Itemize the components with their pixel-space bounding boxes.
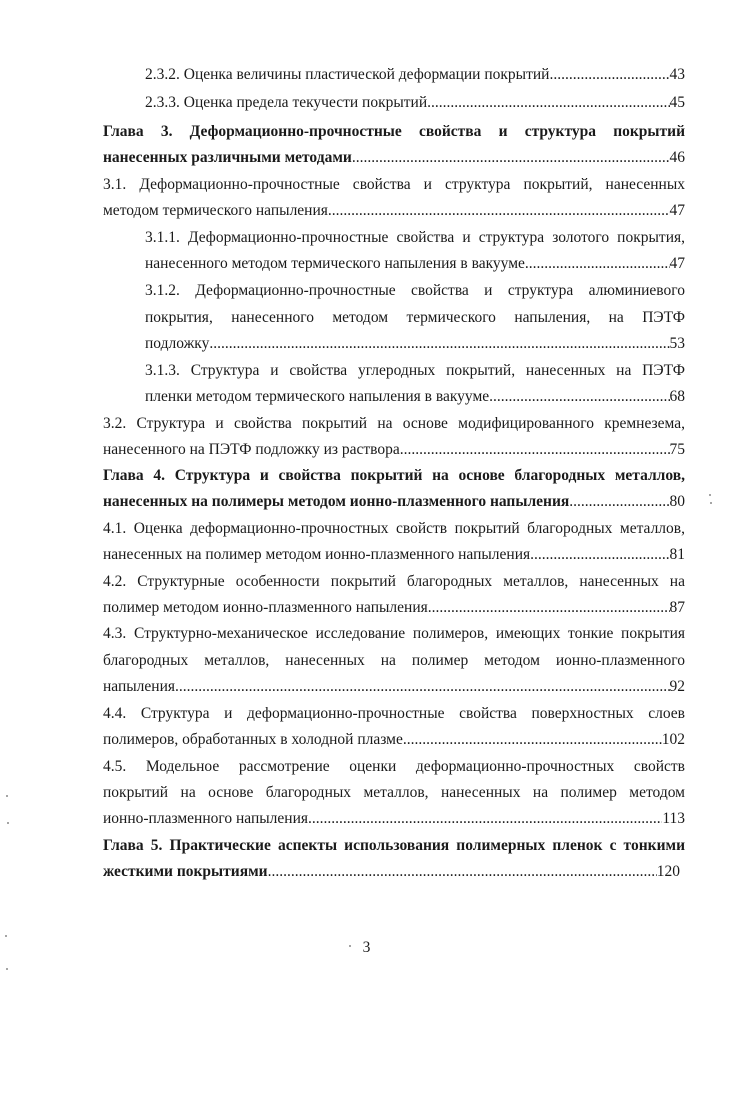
toc-chapter-3-line2[interactable] [103, 147, 685, 169]
toc-entry-3-1-line1[interactable]: 3.1. Деформационно-прочностные свойства и структура покрытий, нанесенных [103, 176, 685, 193]
toc-entry-4-3-line2[interactable]: благородных металлов, нанесенных на полимер методом ионно-плазменного [103, 652, 685, 669]
toc-entry-text: методом термического напыления [103, 202, 328, 219]
toc-page-number: 102 [661, 731, 685, 748]
toc-entry-text: напыления [103, 678, 176, 695]
toc-page-number: 43 [669, 66, 685, 83]
toc-entry-4-5-line3[interactable] [103, 808, 685, 830]
scan-speck [709, 494, 711, 496]
toc-leader-dots [268, 861, 657, 883]
toc-entry-3-1-3-line2[interactable] [145, 386, 685, 408]
toc-page-number: 68 [669, 388, 685, 405]
scan-speck [6, 795, 8, 797]
toc-entry-4-2-line2[interactable] [103, 597, 685, 619]
toc-leader-dots [403, 729, 662, 751]
toc-entry-text: подложку [145, 335, 210, 352]
toc-entry-4-3-line1[interactable]: 4.3. Структурно-механическое исследование полимеров, имеющих тонкие покрытия [103, 625, 685, 642]
toc-chapter-5-line2[interactable] [103, 861, 680, 883]
toc-entry-4-1-line2[interactable] [103, 544, 685, 566]
toc-entry-3-2-line1[interactable]: 3.2. Структура и свойства покрытий на основе модифицированного кремнезема, [103, 415, 685, 432]
toc-entry-3-1-2-line2[interactable]: покрытия, нанесенного методом термического напыления, на ПЭТФ [145, 309, 685, 326]
page-number: 3 [362, 939, 371, 956]
toc-chapter-4-line1[interactable]: Глава 4. Структура и свойства покрытий на основе благородных металлов, [103, 467, 685, 484]
scan-speck [710, 502, 712, 504]
toc-entry-3-1-3-line1[interactable]: 3.1.3. Структура и свойства углеродных покрытий, нанесенных на ПЭТФ [145, 362, 685, 379]
toc-entry-4-1-line1[interactable]: 4.1. Оценка деформационно-прочностных свойств покрытий благородных металлов, [103, 520, 685, 537]
toc-page-number: 87 [669, 599, 685, 616]
toc-page-number: 120 [656, 863, 680, 880]
toc-entry-text: нанесенных на полимер методом ионно-плазменного напыления [103, 546, 531, 563]
toc-page-number: 47 [669, 255, 685, 272]
toc-entry-4-5-line1[interactable]: 4.5. Модельное рассмотрение оценки деформационно-прочностных свойств [103, 758, 685, 775]
toc-entry-3-1-2-line1[interactable]: 3.1.2. Деформационно-прочностные свойства и структура алюминиевого [145, 282, 685, 299]
toc-leader-dots [209, 333, 669, 355]
toc-leader-dots [352, 147, 670, 169]
toc-page-number: 81 [669, 546, 685, 563]
toc-page-number: 47 [669, 202, 685, 219]
toc-entry-text: 2.3.2. Оценка величины пластической деформации покрытий [145, 66, 550, 83]
toc-leader-dots [175, 676, 669, 698]
toc-page-number: 113 [662, 810, 685, 827]
toc-leader-dots [489, 386, 669, 408]
toc-entry-text: полимер методом ионно-плазменного напыления [103, 599, 428, 616]
toc-entry-3-1-1-line2[interactable] [145, 253, 685, 275]
toc-chapter-5-line1[interactable]: Глава 5. Практические аспекты использования полимерных пленок с тонкими [103, 837, 685, 854]
toc-entry-4-4-line2[interactable] [103, 729, 685, 751]
toc-leader-dots [428, 597, 670, 619]
toc-entry-text: нанесенного методом термического напыления в вакууме [145, 255, 525, 272]
toc-page-number: 92 [669, 678, 685, 695]
toc-entry-4-5-line2[interactable]: покрытий на основе благородных металлов, нанесенных на полимер методом [103, 784, 685, 801]
toc-entry-3-1-2-line3[interactable] [145, 333, 685, 355]
toc-entry-text: пленки методом термического напыления в вакууме [145, 388, 490, 405]
toc-leader-dots [427, 92, 669, 114]
scan-speck [6, 968, 8, 970]
toc-entry-3-2-line2[interactable] [103, 439, 685, 461]
toc-entry-text: жесткими покрытиями [103, 863, 268, 880]
scan-speck [349, 945, 351, 947]
scan-speck [7, 822, 9, 824]
toc-entry-text: ионно-плазменного напыления [103, 810, 308, 827]
scan-speck [5, 935, 7, 937]
toc-leader-dots [569, 491, 669, 513]
toc-entry-4-3-line3[interactable] [103, 676, 685, 698]
toc-entry-text: нанесенного на ПЭТФ подложку из раствора [103, 441, 400, 458]
toc-entry-4-4-line1[interactable]: 4.4. Структура и деформационно-прочностные свойства поверхностных слоев [103, 705, 685, 722]
toc-leader-dots [549, 64, 669, 86]
toc-page-number: 45 [669, 94, 685, 111]
toc-entry-2-3-3[interactable] [145, 92, 685, 114]
toc-entry-4-2-line1[interactable]: 4.2. Структурные особенности покрытий благородных металлов, нанесенных на [103, 573, 685, 590]
toc-entry-text: 2.3.3. Оценка предела текучести покрытий [145, 94, 428, 111]
toc-entry-2-3-2[interactable] [145, 64, 685, 86]
toc-entry-3-1-1-line1[interactable]: 3.1.1. Деформационно-прочностные свойства и структура золотого покрытия, [145, 229, 685, 246]
toc-entry-text: нанесенных различными методами [103, 149, 352, 166]
toc-leader-dots [328, 200, 670, 222]
toc-page-number: 46 [669, 149, 685, 166]
toc-page-number: 80 [669, 493, 685, 510]
toc-leader-dots [308, 808, 662, 830]
toc-chapter-3-line1[interactable]: Глава 3. Деформационно-прочностные свойства и структура покрытий [103, 123, 685, 140]
toc-chapter-4-line2[interactable] [103, 491, 685, 513]
toc-entry-text: полимеров, обработанных в холодной плазме [103, 731, 403, 748]
toc-leader-dots [400, 439, 670, 461]
toc-page-number: 75 [669, 441, 685, 458]
toc-page-number: 53 [669, 335, 685, 352]
toc-leader-dots [525, 253, 670, 275]
toc-leader-dots [530, 544, 669, 566]
toc-entry-text: нанесенных на полимеры методом ионно-плазменного напыления [103, 493, 570, 510]
toc-entry-3-1-line2[interactable] [103, 200, 685, 222]
